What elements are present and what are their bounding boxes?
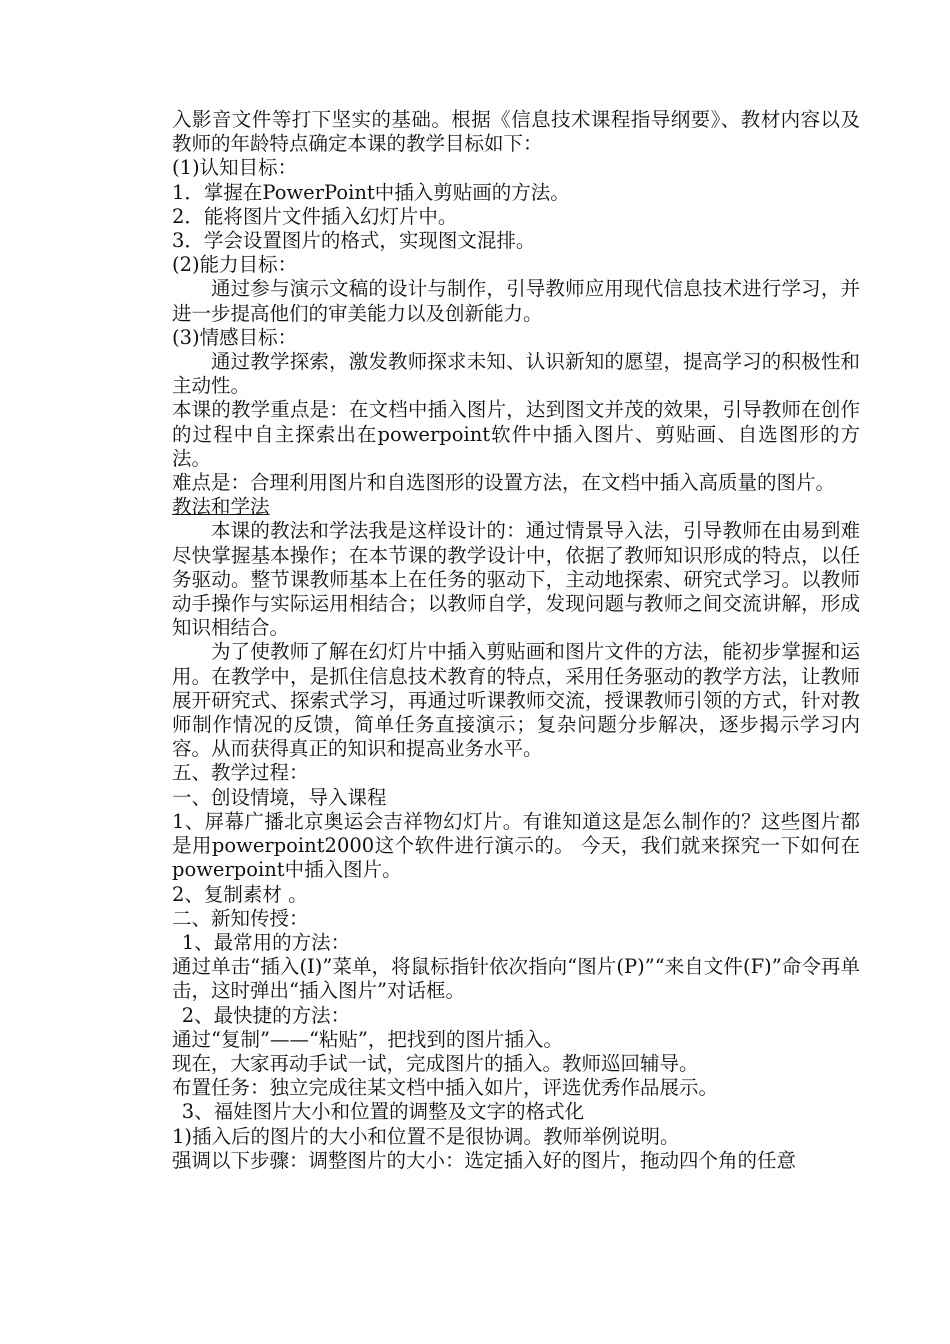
goal-item-2: 2．能将图片文件插入幻灯片中。	[172, 204, 458, 228]
paragraph-intro: 入影音文件等打下坚实的基础。根据《信息技术课程指导纲要》、教材内容以及教师的年龄特点确定本课的教学目标如下：	[172, 108, 860, 156]
paragraph-common-method: 通过单击“插入(I)”菜单，将鼠标指针依次指向“图片(P)”“来自文件(F)”命令再单击，这时弹出“插入图片”对话框。	[172, 955, 860, 1003]
paragraph-task: 布置任务：独立完成往某文档中插入如片，评选优秀作品展示。	[172, 1076, 719, 1100]
heading-common-method: 1、最常用的方法：	[181, 930, 351, 954]
paragraph-practice: 现在，大家再动手试一试，完成图片的插入。教师巡回辅导。	[172, 1051, 699, 1075]
heading-scenario: 一、创设情境，导入课程	[172, 785, 387, 809]
paragraph-image-adjust-1: 1)插入后的图片的大小和位置不是很协调。教师举例说明。	[172, 1124, 680, 1148]
document-body	[172, 108, 860, 1173]
paragraph-difficulties: 难点是：合理利用图片和自选图形的设置方法，在文档中插入高质量的图片。	[172, 471, 836, 495]
heading-ability-goals: (2)能力目标：	[172, 253, 298, 277]
heading-image-adjust: 3、福娃图片大小和位置的调整及文字的格式化	[181, 1100, 585, 1124]
heading-quick-method: 2、最快捷的方法：	[181, 1003, 351, 1027]
heading-emotional-goals: (3)情感目标：	[172, 325, 298, 349]
paragraph-key-points: 本课的教学重点是：在文档中插入图片，达到图文并茂的效果，引导教师在创作的过程中自主探索出在powerpoint软件中插入图片、剪贴画、自选图形的方法。	[172, 398, 860, 470]
heading-new-knowledge: 二、新知传授：	[172, 906, 309, 930]
paragraph-methods-2: 为了使教师了解在幻灯片中插入剪贴画和图片文件的方法，能初步掌握和运用。在教学中，是抓住信息技术教育的特点，采用任务驱动的教学方法，让教师展开研究式、探索式学习，再通过听课教师交流，授课教师引领的方式，针对教师制作情况的反馈，简单任务直接演示；复杂问题分步解决，逐步揭示学习内容。从而获得真正的知识和提高业务水平。	[172, 640, 860, 761]
heading-teaching-process: 五、教学过程：	[172, 761, 309, 785]
heading-methods: 教法和学法	[172, 495, 270, 519]
paragraph-emotional: 通过教学探索，激发教师探求未知、认识新知的愿望，提高学习的积极性和主动性。	[172, 350, 860, 398]
paragraph-scenario-1: 1、屏幕广播北京奥运会吉祥物幻灯片。有谁知道这是怎么制作的？这些图片都是用powerpoint2000这个软件进行演示的。 今天，我们就来探究一下如何在powerpoint中插入图片。	[172, 809, 860, 882]
paragraph-methods-1: 本课的教法和学法我是这样设计的：通过情景导入法，引导教师在由易到难尽快掌握基本操作；在本节课的教学设计中，依据了教师知识形成的特点，以任务驱动。整节课教师基本上在任务的驱动下，主动地探索、研究式学习。以教师动手操作与实际运用相结合；以教师自学，发现问题与教师之间交流讲解，形成知识相结合。	[172, 519, 860, 640]
goal-item-1: 1．掌握在PowerPoint中插入剪贴画的方法。	[172, 180, 570, 204]
paragraph-scenario-2: 2、复制素材 。	[172, 882, 308, 906]
heading-cognitive-goals: (1)认知目标：	[172, 156, 298, 180]
paragraph-ability: 通过参与演示文稿的设计与制作，引导教师应用现代信息技术进行学习，并进一步提高他们的审美能力以及创新能力。	[172, 277, 860, 325]
paragraph-image-adjust-2: 强调以下步骤：调整图片的大小：选定插入好的图片，拖动四个角的任意	[172, 1148, 797, 1172]
paragraph-quick-method: 通过“复制”——“粘贴”，把找到的图片插入。	[172, 1027, 563, 1051]
goal-item-3: 3．学会设置图片的格式，实现图文混排。	[172, 229, 536, 253]
